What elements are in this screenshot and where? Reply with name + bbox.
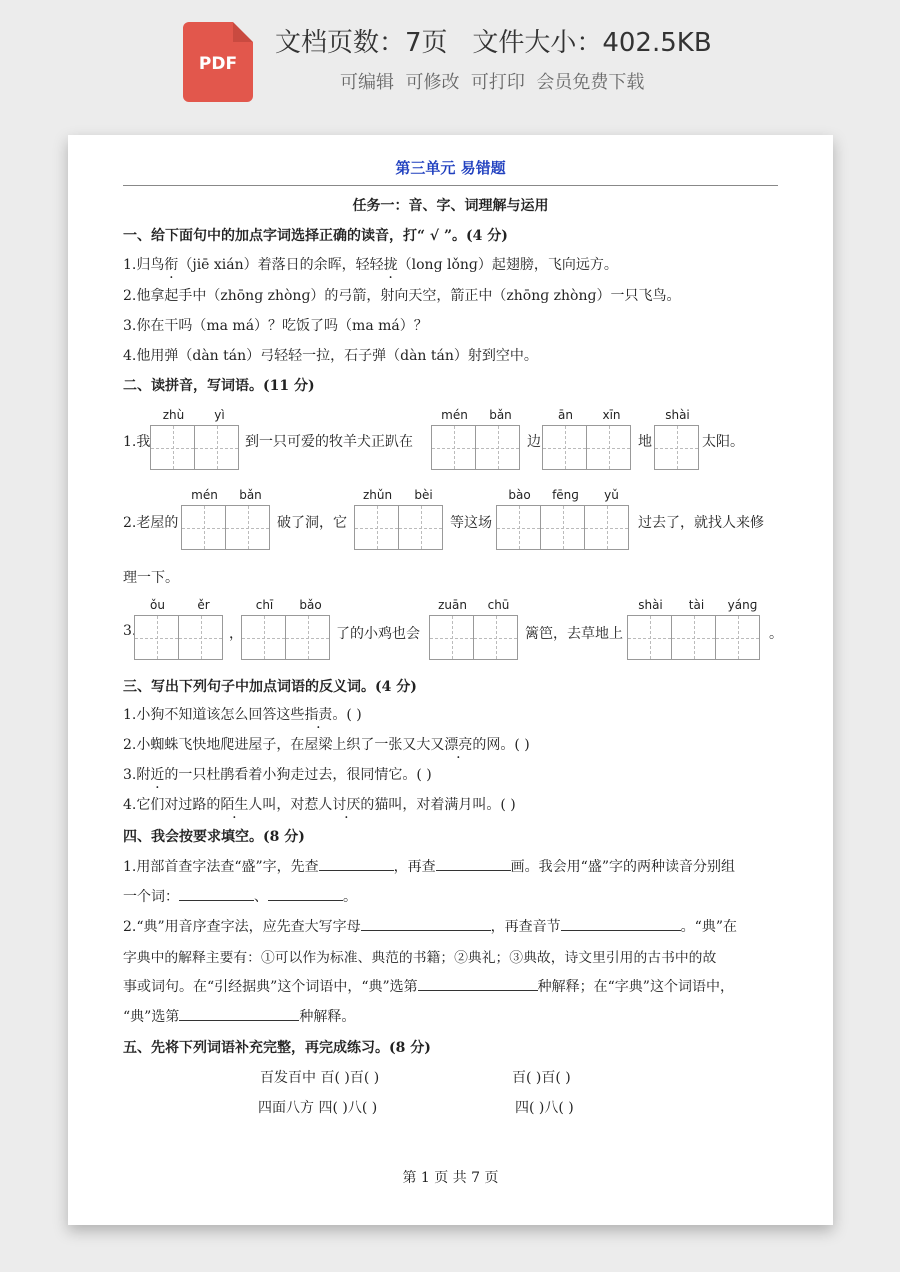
- grid-cell[interactable]: [584, 505, 629, 550]
- s4-question-2-line1: [123, 916, 737, 936]
- writing-grid[interactable]: [241, 615, 330, 660]
- s2-row3-text-e: 。: [769, 626, 783, 642]
- document-features: 可编辑 可修改 可打印 会员免费下载: [340, 72, 645, 93]
- writing-grid[interactable]: [181, 505, 270, 550]
- fill-blank[interactable]: [179, 886, 254, 901]
- text: 。( ): [332, 707, 362, 723]
- dotted-word: 指责: [304, 707, 333, 723]
- grid-cell[interactable]: [285, 615, 330, 660]
- pinyin: ān: [558, 408, 573, 422]
- title-divider: [123, 185, 778, 186]
- page-number: 第 1 页 共 7 页: [402, 1170, 499, 1186]
- pinyin: bǎn: [239, 488, 262, 502]
- fill-blank[interactable]: [361, 916, 491, 931]
- text: 2.“典”用音序查字法，应先查大写字母: [123, 919, 361, 935]
- pinyin: ǒu: [150, 598, 165, 612]
- grid-cell[interactable]: [134, 615, 179, 660]
- pinyin: bǎo: [299, 598, 322, 612]
- fill-blank[interactable]: [418, 976, 538, 991]
- pinyin: zuān: [438, 598, 467, 612]
- fill-blank[interactable]: [436, 856, 511, 871]
- s3-question-1: [123, 704, 362, 724]
- text: 的猫叫，对着满月叫。( ): [360, 797, 516, 813]
- s1-question-3: 3.你在干吗（ma má）？吃饭了吗（ma má）？: [123, 318, 428, 334]
- grid-cell[interactable]: [354, 505, 399, 550]
- s5-row-2-b: 四( )八( ): [515, 1100, 574, 1116]
- section-4-heading: 四、我会按要求填空。(8 分): [123, 829, 305, 845]
- s2-row3-text-b: ，: [229, 626, 243, 642]
- pdf-icon-fold: [233, 22, 253, 42]
- s5-row-1: 百发百中 百( )百( ): [260, 1070, 380, 1086]
- document-page: [68, 135, 833, 1225]
- s2-row1-text-c: 边: [527, 434, 541, 450]
- s2-row2-text-c: 等这场: [450, 515, 492, 531]
- grid-cell[interactable]: [473, 615, 518, 660]
- pinyin: chī: [255, 598, 274, 612]
- text: 1.小狗不知道该怎么回答这些: [123, 707, 305, 723]
- dotted-word: 漂亮: [444, 737, 473, 753]
- grid-cell[interactable]: [398, 505, 443, 550]
- text: 3.附: [123, 767, 151, 783]
- s2-row1-text-b: 到一只可爱的牧羊犬正趴在: [245, 434, 413, 450]
- dotted-word: 讨厌: [332, 797, 361, 813]
- text: ，再查音节: [490, 919, 561, 935]
- s5-row-2: 四面八方 四( )八( ): [258, 1100, 378, 1116]
- writing-grid[interactable]: [134, 615, 223, 660]
- pinyin: bèi: [414, 488, 433, 502]
- pinyin: tài: [688, 598, 705, 612]
- grid-cell[interactable]: [429, 615, 474, 660]
- dotted-word: 近: [150, 767, 165, 783]
- section-3-heading: 三、写出下列句子中加点词语的反义词。(4 分): [123, 679, 417, 695]
- grid-cell[interactable]: [475, 425, 520, 470]
- text: 一个词：: [123, 889, 179, 905]
- grid-cell[interactable]: [496, 505, 541, 550]
- text: 种解释；在“字典”这个词语中，: [537, 979, 734, 995]
- grid-cell[interactable]: [654, 425, 699, 470]
- pinyin: shài: [638, 598, 663, 612]
- text: （jiē xián）着落日的余晖，轻轻: [178, 257, 384, 273]
- pinyin: fēnɡ: [552, 488, 579, 502]
- text: 的一只杜鹃看着小狗走过去，很同情它。( ): [164, 767, 432, 783]
- writing-grid[interactable]: [429, 615, 518, 660]
- grid-cell[interactable]: [586, 425, 631, 470]
- fill-blank[interactable]: [268, 886, 343, 901]
- text: 1.用部首查字法查“盛”字，先查: [123, 859, 319, 875]
- dotted-word: 陌生: [220, 797, 249, 813]
- pinyin: mén: [191, 488, 218, 502]
- s3-question-2: [123, 734, 530, 754]
- writing-grid[interactable]: [654, 425, 699, 470]
- document-info: 文档页数：7页 文件大小：402.5KB: [275, 28, 712, 58]
- pinyin: xīn: [602, 408, 621, 422]
- text: 。“典”在: [680, 919, 737, 935]
- s4-question-2-line4: [123, 1006, 355, 1026]
- s2-row2-text-d: 过去了，就找人来修: [638, 515, 764, 531]
- pinyin: zhǔn: [362, 488, 393, 502]
- pinyin: zhù: [162, 408, 185, 422]
- s2-row1-text-a: 1.我: [123, 434, 151, 450]
- pinyin: bào: [508, 488, 531, 502]
- pinyin: mén: [441, 408, 468, 422]
- s4-question-1-line1: [123, 856, 735, 876]
- writing-grid[interactable]: [496, 505, 629, 550]
- s5-row-1-b: 百( )百( ): [512, 1070, 571, 1086]
- fill-blank[interactable]: [561, 916, 681, 931]
- s4-question-2-line3: [123, 976, 734, 996]
- s1-question-1: [123, 254, 618, 274]
- s1-question-4: 4.他用弹（dàn tán）弓轻轻一拉，石子弹（dàn tán）射到空中。: [123, 348, 538, 364]
- s1-question-2: 2.他拿起手中（zhōnɡ zhònɡ）的弓箭，射向天空，箭正中（zhōnɡ zhònɡ）一只飞鸟。: [123, 288, 681, 304]
- grid-cell[interactable]: [431, 425, 476, 470]
- writing-grid[interactable]: [627, 615, 760, 660]
- s2-row2-text-b: 破了洞，它: [277, 515, 347, 531]
- pdf-icon-label: PDF: [198, 54, 238, 74]
- s2-row3-text-c: 了的小鸡也会: [336, 626, 420, 642]
- text: ，再查: [393, 859, 436, 875]
- text: 2.小蜘蛛飞快地爬进屋子，在屋梁上织了一张又大又: [123, 737, 445, 753]
- grid-cell[interactable]: [181, 505, 226, 550]
- text: 。: [343, 889, 357, 905]
- section-5-heading: 五、先将下列词语补充完整，再完成练习。(8 分): [123, 1040, 431, 1056]
- s2-row2-text-a: 2.老屋的: [123, 515, 179, 531]
- text: 1.归鸟: [123, 257, 165, 273]
- writing-grid[interactable]: [354, 505, 443, 550]
- text: “典”选第: [123, 1009, 180, 1025]
- grid-cell[interactable]: [671, 615, 716, 660]
- writing-grid[interactable]: [542, 425, 631, 470]
- grid-cell[interactable]: [241, 615, 286, 660]
- s3-question-3: [123, 764, 432, 784]
- page-title: 第三单元 易错题: [395, 159, 506, 177]
- grid-cell[interactable]: [225, 505, 270, 550]
- s4-question-2-line2: 字典中的解释主要有：①可以作为标准、典范的书籍；②典礼；③典故，诗文里引用的古书中的故: [123, 950, 717, 966]
- grid-cell[interactable]: [627, 615, 672, 660]
- s2-row1-text-e: 太阳。: [702, 434, 744, 450]
- text: 画。我会用“盛”字的两种读音分别组: [510, 859, 735, 875]
- s4-question-1-line2: [123, 886, 357, 906]
- text: （lonɡ lǒnɡ）起翅膀，飞向远方。: [397, 257, 618, 273]
- pinyin: bǎn: [489, 408, 512, 422]
- pdf-file-icon: [183, 22, 253, 102]
- pinyin: yì: [214, 408, 225, 422]
- s2-row3-text-d: 篱笆，去草地上: [525, 626, 623, 642]
- grid-cell[interactable]: [540, 505, 585, 550]
- grid-cell[interactable]: [178, 615, 223, 660]
- s2-row1-text-d: 地: [638, 434, 652, 450]
- grid-cell[interactable]: [194, 425, 239, 470]
- grid-cell[interactable]: [542, 425, 587, 470]
- pinyin: yánɡ: [727, 598, 758, 612]
- task-heading: 任务一：音、字、词理解与运用: [352, 198, 549, 214]
- dotted-char: 拢: [383, 257, 398, 273]
- writing-grid[interactable]: [150, 425, 239, 470]
- pinyin: ěr: [197, 598, 210, 612]
- s2-row3-text-a: 3.: [123, 623, 137, 639]
- section-2-heading: 二、读拼音，写词语。(11 分): [123, 378, 315, 394]
- grid-cell[interactable]: [715, 615, 760, 660]
- text: 人叫，对惹人: [248, 797, 333, 813]
- download-header: [0, 0, 900, 125]
- section-1-heading: 一、给下面句中的加点字词选择正确的读音，打“ √ ”。(4 分): [123, 228, 508, 244]
- text: 4.它们对过路的: [123, 797, 221, 813]
- fill-blank[interactable]: [179, 1006, 299, 1021]
- pinyin: yǔ: [604, 488, 619, 502]
- text: 种解释。: [299, 1009, 356, 1025]
- grid-cell[interactable]: [150, 425, 195, 470]
- s2-row2-text-e: 理一下。: [123, 570, 179, 586]
- pinyin: chū: [487, 598, 510, 612]
- writing-grid[interactable]: [431, 425, 520, 470]
- pinyin: shài: [665, 408, 690, 422]
- text: 事或词句。在“引经据典”这个词语中，“典”选第: [123, 979, 418, 995]
- text: 、: [254, 889, 268, 905]
- text: 的网。( ): [472, 737, 530, 753]
- fill-blank[interactable]: [319, 856, 394, 871]
- s3-question-4: [123, 794, 516, 814]
- dotted-char: 衔: [164, 257, 179, 273]
